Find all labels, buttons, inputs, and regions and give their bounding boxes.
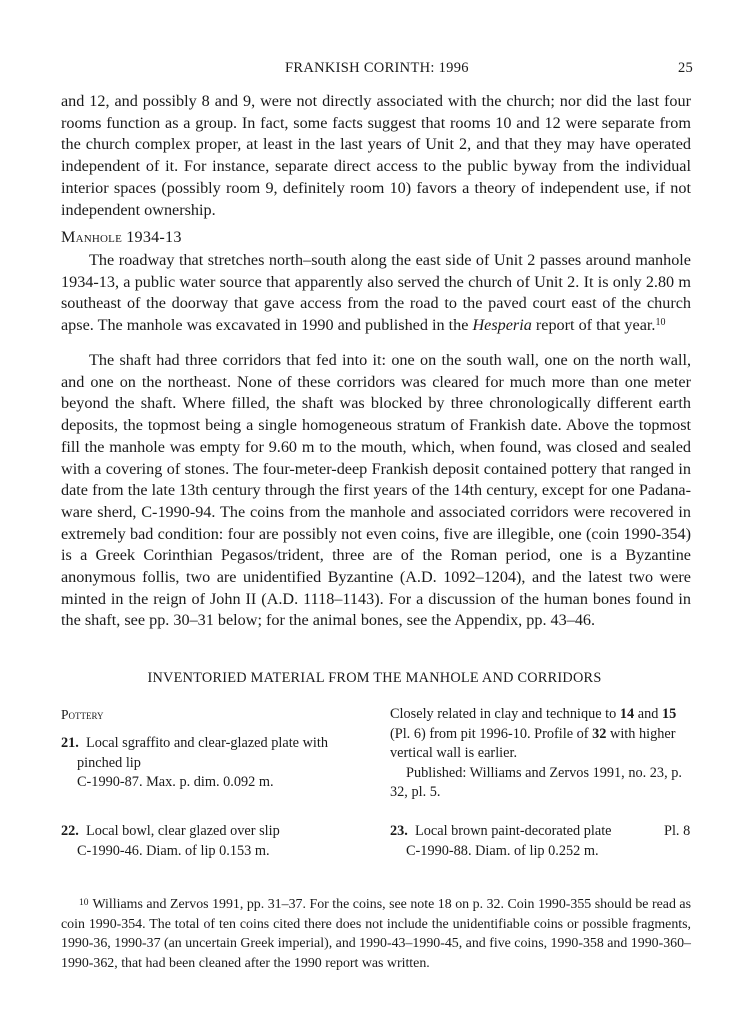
catalog-entry-22 (61, 822, 361, 861)
comparison-text: (Pl. 6) from pit 1996-10. Profile of (390, 725, 593, 742)
section-heading-manhole: Manhole 1934-13 (61, 228, 182, 246)
entry-21-number: 21. (61, 735, 79, 751)
entry-23-number: 23. (390, 823, 408, 839)
inventory-heading: INVENTORIED MATERIAL FROM THE MANHOLE AND CORRIDORS (147, 670, 602, 686)
catalog-entry-21-continued (390, 705, 692, 803)
entry-21-title-line (61, 734, 361, 773)
entry-21-comparison (390, 705, 692, 764)
footnote-number-wrap (61, 897, 93, 912)
footnote-text: Williams and Zervos 1991, pp. 31–37. For the coins, see note 18 on p. 32. Coin 1990-355 should be read as coin 1990-354. The total of ten coins cited there does not include the unidentifiable coins or possible fragments, 1990-36, 1990-37 (an uncertain Greek imperial), and 1990-43–1990-45, and five coins, 1990-358 and 1990-360–1990-362, that had been cleaned after the 1990 report was written. (61, 897, 691, 971)
roadway-text-end: report of that year. (531, 316, 656, 335)
entry-22-detail: C-1990-46. Diam. of lip 0.153 m. (77, 842, 270, 859)
entry-23-detail: C-1990-88. Diam. of lip 0.252 m. (406, 842, 599, 859)
shaft-text-c: 1118–1143). For a discussion of the human bones found in the shaft, see pp. 30–31 below; for the animal bones, see the Appendix, pp. 43–46. (61, 589, 692, 630)
ref-entry-32[interactable]: 32 (592, 725, 607, 742)
entry-21-published: Published: Williams and Zervos 1991, no. 23, p. 32, pl. 5. (390, 764, 682, 800)
ref-entry-15[interactable]: 15 (661, 706, 677, 722)
entry-22-title-line (61, 822, 361, 842)
comparison-text: and (634, 706, 662, 722)
page-number: 25 (678, 60, 694, 76)
shaft-text-a: The shaft had three corridors that fed into it: one on the south wall, one on the north wall, and one on the northeast. None of these corridors was cleared for much more than one meter beyond the shaft. Where filled, the shaft was blocked by three chronologically different earth deposits, the topmost being a single homogeneous stratum of Frankish date. Above the topmost fill the manhole was empty for 9.60 m to the mouth, which, when found, was closed and sealed with a covering of stones. The four-meter-deep Frankish deposit contained pottery that ranged in date from the late 13th century through the first years of the 14th century, except for one Padana-ware sherd, C-1990-94. The coins from the manhole and associated corridors were recovered in extremely bad condition: four are possibly not even coins, five are illegible, one (coin 1990-354) is a Greek Corinthian Pegasos/trident, three are of the Roman period, one is a Byzantine anonymous follis, two are unidentified Byzantine ( (61, 351, 691, 587)
entry-22-title: Local bowl, clear glazed over slip (86, 823, 280, 839)
comparison-text: with higher vertical wall is earlier. (390, 725, 676, 761)
comparison-text: Closely related in clay and technique to (390, 706, 620, 722)
ad-abbrev: A.D. (405, 568, 437, 587)
catalog-entry-23 (390, 822, 692, 861)
footnote-number: 10 (79, 898, 89, 908)
paragraph-shaft-text (61, 350, 691, 632)
catalog-entry-21 (61, 734, 361, 793)
running-head-title: FRANKISH CORINTH: 1996 (285, 60, 469, 76)
footnote-10 (61, 895, 691, 973)
entry-21-detail: C-1990-87. Max. p. dim. 0.092 m. (77, 774, 274, 790)
entry-22-number: 22. (61, 823, 79, 839)
entry-23-title: Local brown paint-decorated plate (415, 823, 612, 839)
entry-21-title: Local sgraffito and clear-glazed plate with pinched lip (77, 735, 329, 771)
paragraph-rooms (61, 91, 691, 221)
paragraph-shaft (61, 350, 691, 632)
paragraph-roadway-text (61, 250, 691, 337)
shaft-text-b: 1092–1204), and the latest two were minted in the reign of John II ( (61, 568, 691, 608)
entry-23-title-line (390, 822, 692, 842)
paragraph-roadway (61, 250, 691, 337)
pottery-subheading: Pottery (61, 707, 104, 722)
ad-abbrev: A.D. (266, 589, 299, 608)
roadway-text: The roadway that stretches north–south along the east side of Unit 2 passes around manhole 1934-13, a public water source that apparently also served the church of Unit 2. It is only 2.80 m southeast of the doorway that gave access from the road to the paved court east of the church apse. The manhole was excavated in 1990 and published in the (61, 251, 691, 335)
entry-23-plate-ref: Pl. 8 (664, 823, 691, 839)
hesperia-title: Hesperia (472, 316, 532, 335)
paragraph-rooms-text: and 12, and possibly 8 and 9, were not directly associated with the church; nor did the last four rooms function as a group. In fact, some facts suggest that rooms 10 and 12 were separate from the church complex proper, at least in the last years of Unit 2, and that they may have operated independent of it. For instance, separate direct access to the public byway from the individual interior spaces (possibly room 9, definitely room 10) favors a theory of independent use, if not independent ownership. (61, 92, 691, 219)
footnote-ref-10[interactable]: 10 (655, 317, 666, 329)
ref-entry-14[interactable]: 14 (619, 706, 635, 722)
